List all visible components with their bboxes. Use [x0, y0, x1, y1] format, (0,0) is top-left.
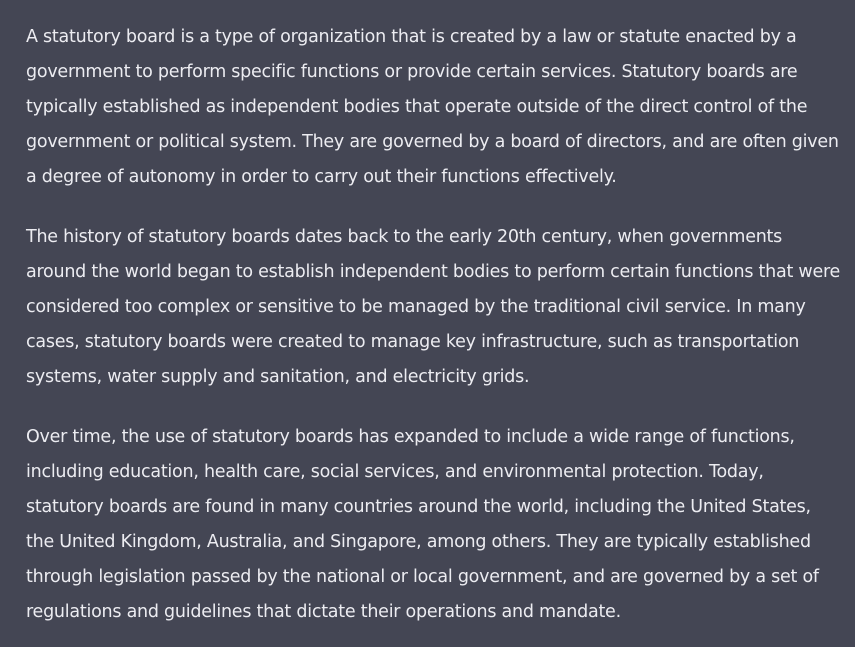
paragraph-definition: A statutory board is a type of organization that is created by a law or statute enacted by a government to perform specific functions or provide certain services. Statutory boards are typically established as independent bodies that operate outside of the direct control of the government or political system. They are governed by a board of directors, and are often given a degree of autonomy in order to carry out their functions effectively. [26, 27, 839, 187]
paragraph-history: The history of statutory boards dates back to the early 20th century, when governments around the world began to establish independent bodies to perform certain functions that were considered too complex or sensitive to be managed by the traditional civil service. In many cases, statutory boards were created to manage key infrastructure, such as transportation systems, water supply and sanitation, and electricity grids. [26, 227, 841, 387]
paragraph-expansion: Over time, the use of statutory boards has expanded to include a wide range of functions, including education, health care, social services, and environmental protection. Today, statutory boards are found in many countries around the world, including the United States, the United Kingdom, Australia, and Singapore, among others. They are typically established through legislation passed by the national or local government, and are governed by a set of regulations and guidelines that dictate their operations and mandate. [26, 427, 819, 622]
